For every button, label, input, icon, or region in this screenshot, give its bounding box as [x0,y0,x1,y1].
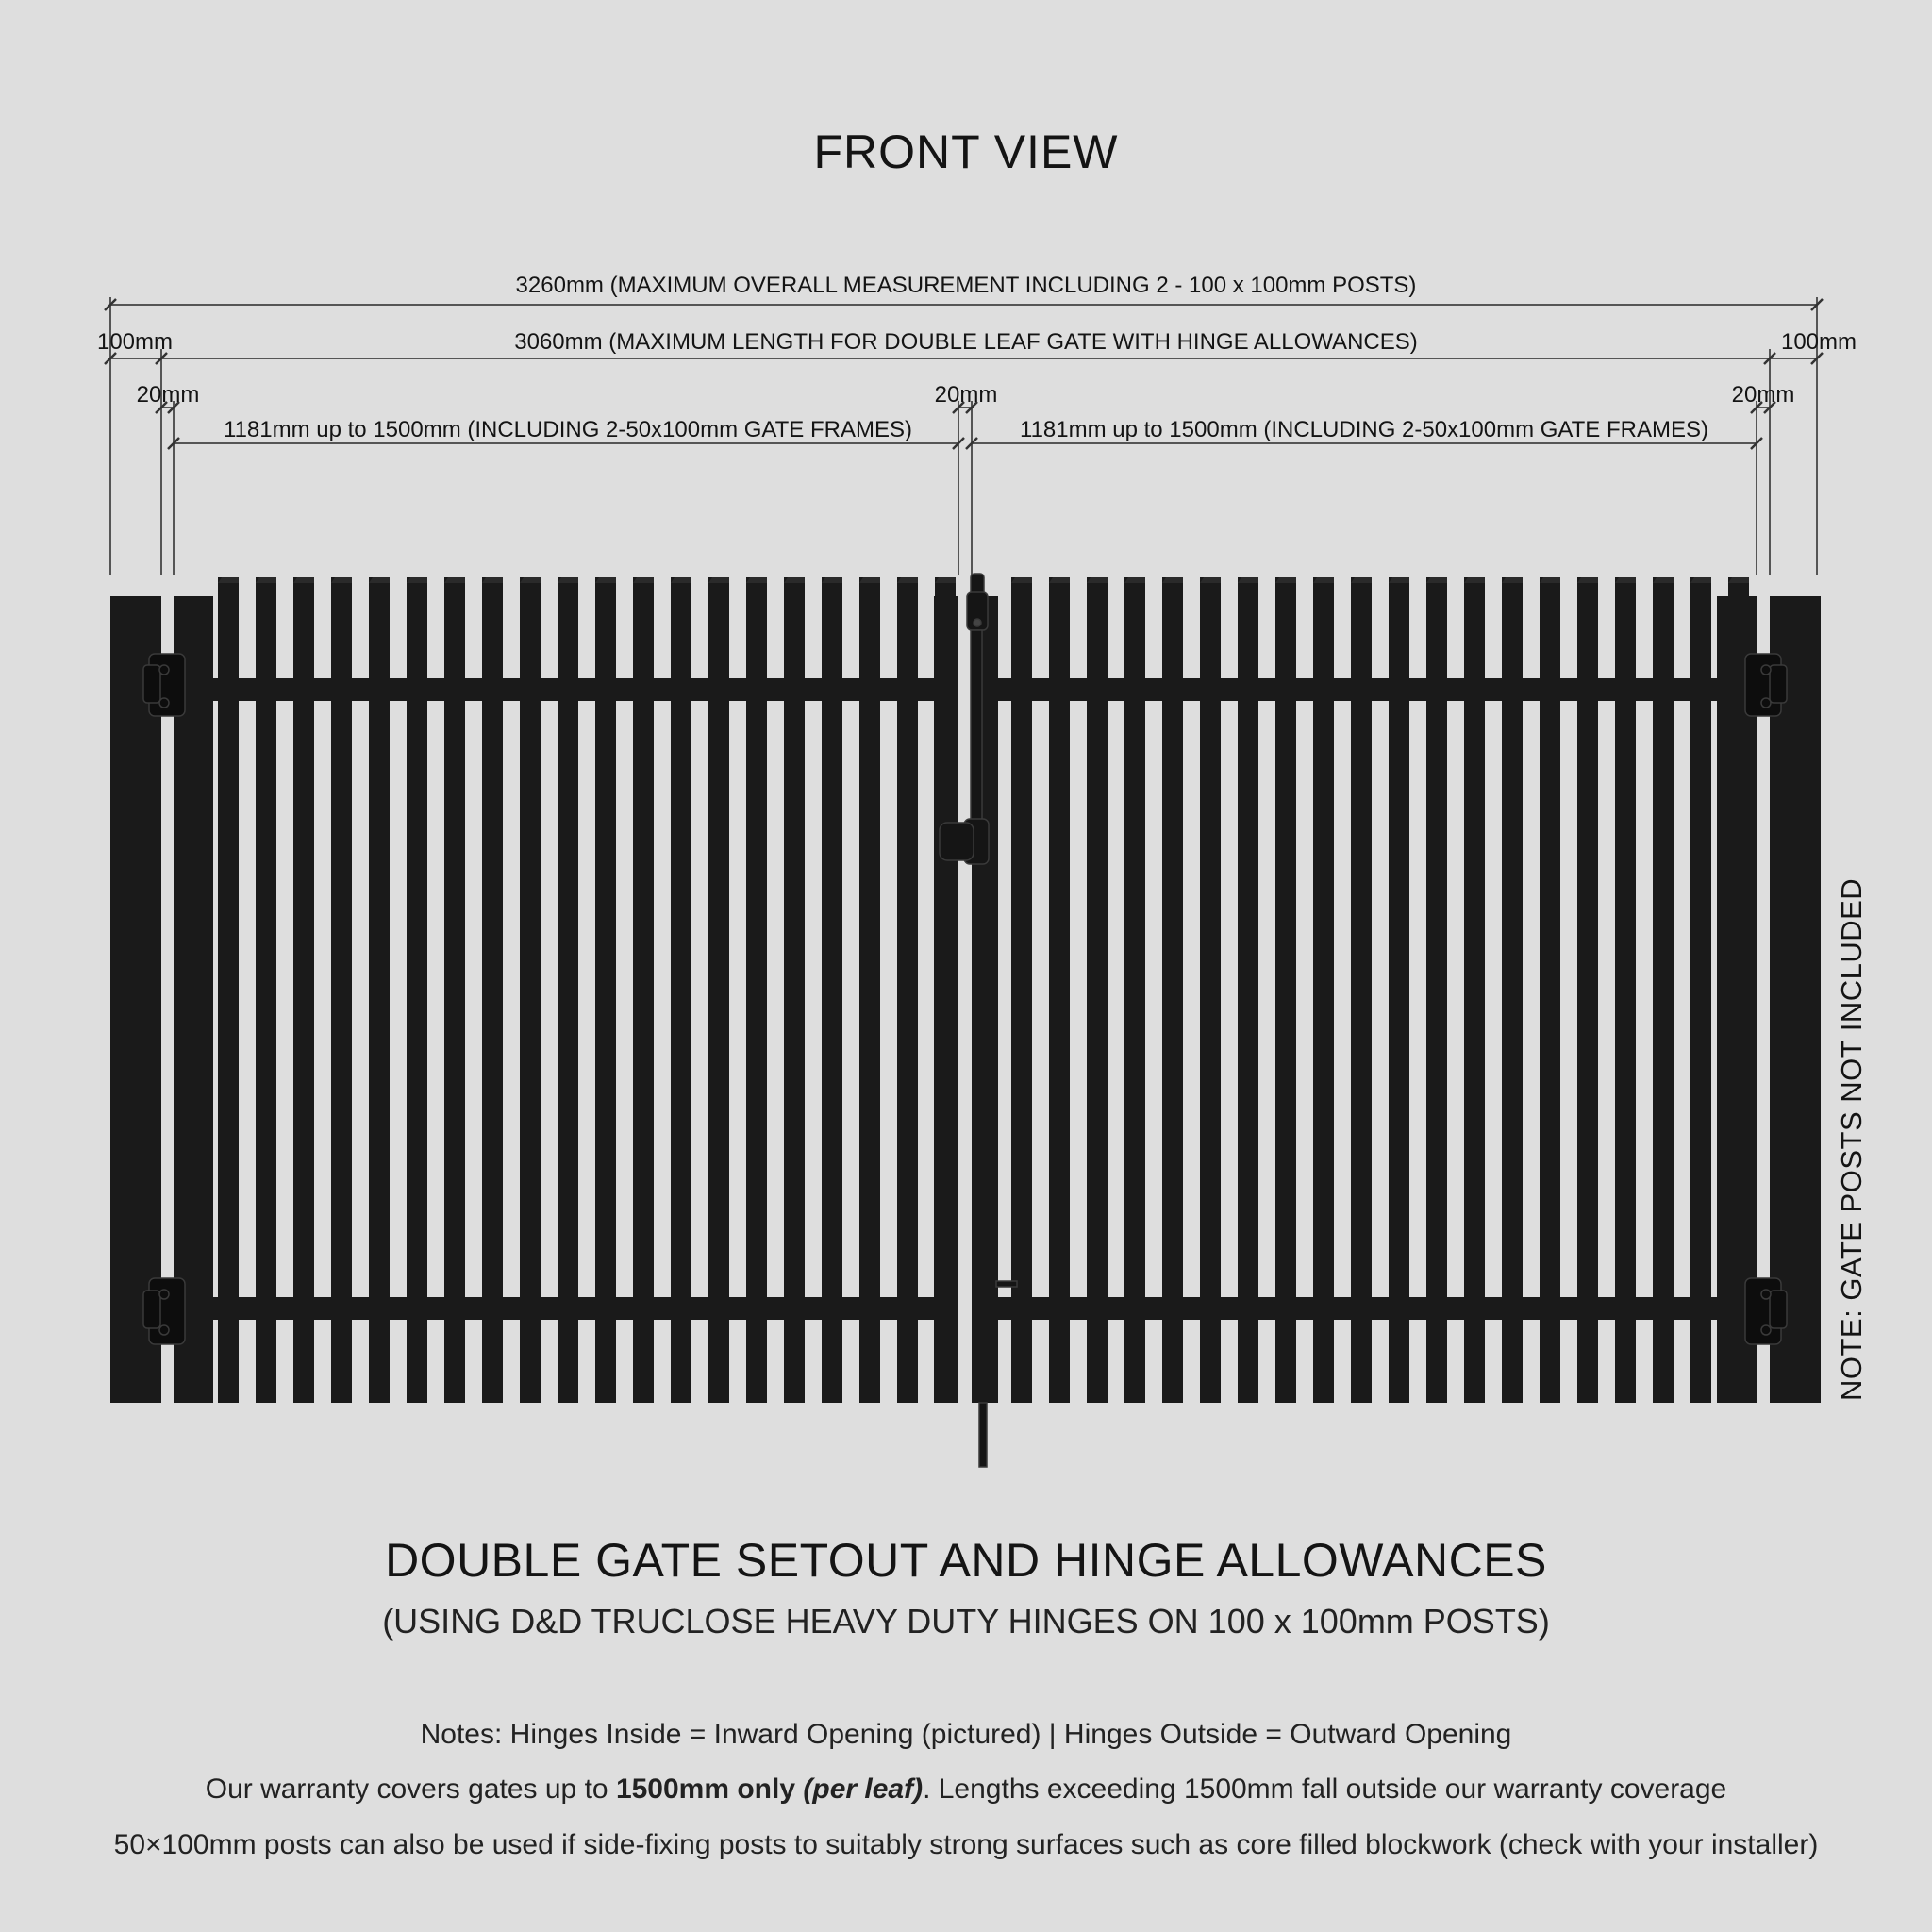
picket-left-6 [407,577,427,1403]
dim-label-post-right: 100mm [1780,329,1857,355]
picket-left-2 [256,577,276,1403]
picket-right-2 [1049,577,1070,1403]
latch-keeper-icon [940,823,974,860]
hinge-top-left-icon [143,654,185,716]
picket-left-3 [293,577,314,1403]
picket-right-1 [1011,577,1032,1403]
dim-label-gap-center: 20mm [934,382,998,408]
picket-left-5 [369,577,390,1403]
picket-right-16 [1577,577,1598,1403]
picket-left-19 [897,577,918,1403]
dim-label-overall: 3260mm (MAXIMUM OVERALL MEASUREMENT INCLUDING 2 - 100 x 100mm POSTS) [515,273,1417,298]
picket-left-7 [444,577,465,1403]
picket-left-13 [671,577,691,1403]
picket-right-18 [1653,577,1674,1403]
picket-right-5 [1162,577,1183,1403]
latch-rod-icon [971,630,982,824]
picket-right-11 [1389,577,1409,1403]
picket-left-17 [822,577,842,1403]
hinge-top-right-icon [1745,654,1787,716]
note-posts: 50×100mm posts can also be used if side-fixing posts to suitably strong surfaces such as core filled blockwork (check with your installer) [113,1829,1819,1860]
pickets-right [1011,577,1749,1403]
picket-left-10 [558,577,578,1403]
picket-right-3 [1087,577,1108,1403]
latch-keyhole-icon [974,619,981,626]
picket-left-11 [595,577,616,1403]
picket-left-16 [784,577,805,1403]
dim-label-gap-right: 20mm [1731,382,1795,408]
picket-left-20 [935,577,956,1403]
note-warranty-bold-italic: (per leaf) [803,1774,924,1805]
dim-label-leaf-left: 1181mm up to 1500mm (INCLUDING 2-50x100mm GATE FRAMES) [224,417,912,442]
hinge-bottom-right-icon [1745,1278,1787,1344]
picket-left-8 [482,577,503,1403]
dim-label-gate-length: 3060mm (MAXIMUM LENGTH FOR DOUBLE LEAF GATE WITH HINGE ALLOWANCES) [514,329,1418,355]
picket-right-17 [1615,577,1636,1403]
note-warranty-post: . Lengths exceeding 1500mm fall outside our warranty coverage [923,1774,1727,1805]
gate [110,577,1821,1403]
note-warranty-bold: 1500mm only [615,1774,804,1805]
side-note-text: NOTE: GATE POSTS NOT INCLUDED [1835,877,1868,1401]
dim-label-gap-left: 20mm [136,382,200,408]
drop-bolt-guide-icon [996,1281,1017,1287]
picket-left-1 [218,577,239,1403]
note-hinges: Notes: Hinges Inside = Inward Opening (pictured) | Hinges Outside = Outward Opening [420,1719,1512,1750]
picket-left-15 [746,577,767,1403]
picket-right-12 [1426,577,1447,1403]
hinge-bottom-left-icon [143,1278,185,1344]
picket-right-14 [1502,577,1523,1403]
picket-right-4 [1124,577,1145,1403]
picket-right-19 [1690,577,1711,1403]
note-warranty-pre: Our warranty covers gates up to [205,1774,616,1805]
picket-right-15 [1540,577,1560,1403]
picket-left-9 [520,577,541,1403]
picket-right-8 [1275,577,1296,1403]
main-title: DOUBLE GATE SETOUT AND HINGE ALLOWANCES [385,1534,1547,1587]
dim-label-leaf-right: 1181mm up to 1500mm (INCLUDING 2-50x100mm GATE FRAMES) [1020,417,1708,442]
pickets-left [218,577,956,1403]
picket-right-10 [1351,577,1372,1403]
picket-right-7 [1238,577,1258,1403]
picket-left-14 [708,577,729,1403]
picket-right-9 [1313,577,1334,1403]
picket-left-4 [331,577,352,1403]
note-warranty [0,1774,1932,1806]
view-title: FRONT VIEW [813,125,1119,178]
dim-label-post-left: 100mm [96,329,174,355]
picket-right-6 [1200,577,1221,1403]
picket-right-13 [1464,577,1485,1403]
picket-left-12 [633,577,654,1403]
sub-title: (USING D&D TRUCLOSE HEAVY DUTY HINGES ON 100 x 100mm POSTS) [382,1602,1550,1641]
drop-bolt-rod-icon [979,1403,987,1467]
picket-left-18 [859,577,880,1403]
